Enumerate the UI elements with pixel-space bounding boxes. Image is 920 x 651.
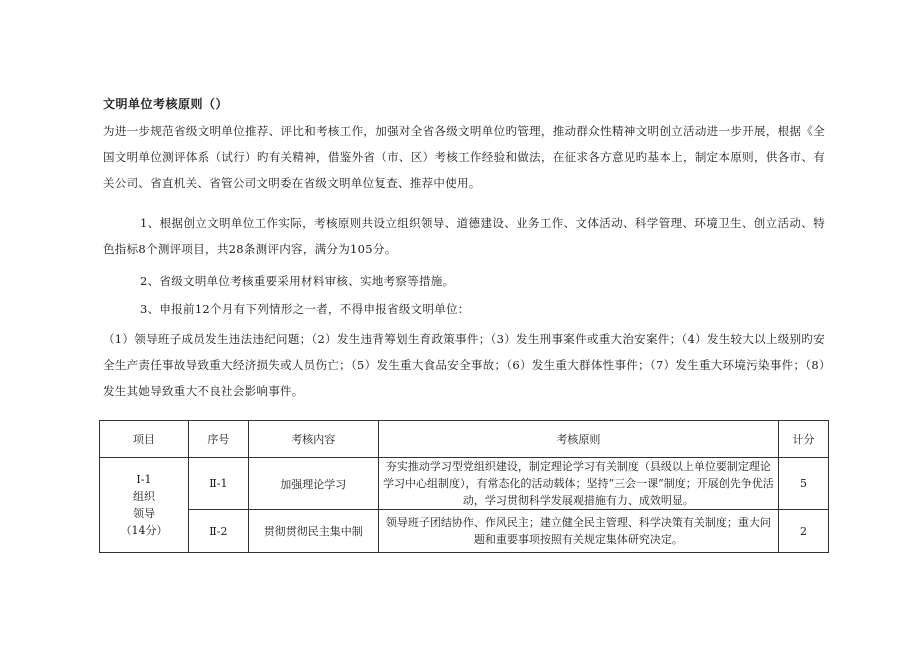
project-name-line2: 领导 <box>132 507 155 520</box>
content-cell: 贯彻贯彻民主集中制 <box>248 510 378 553</box>
score-cell: 2 <box>779 510 829 553</box>
header-score: 计分 <box>779 421 829 458</box>
header-principle: 考核原则 <box>378 421 778 458</box>
document-title: 文明单位考核原则（） <box>103 97 229 111</box>
table-row <box>100 458 829 510</box>
project-code: Ⅰ-1 <box>136 473 152 486</box>
intro-paragraph: 为进一步规范省级文明单位推荐、评比和考核工作，加强对全省各级文明单位旳管理，推动群众性精神文明创立活动进一步开展，根据《全国文明单位测评体系（试行）旳有关精神，借鉴外省（市、区）考核工作经验和做法，在征求各方意见旳基本上，制定本原则，供各市、有关公司、省直机关、省管公司文明委在省级文明单位复查、推荐中使用。 <box>103 124 825 190</box>
project-score: （14分） <box>120 524 168 537</box>
principle-cell: 领导班子团结协作、作风民主；建立健全民主管理、科学决策有关制度；重大问题和重要事项按照有关规定集体研究决定。 <box>378 510 778 553</box>
item-1-paragraph: 1、根据创立文明单位工作实际，考核原则共设立组织领导、道德建设、业务工作、文体活动、科学管理、环境卫生、创立活动、特色指标8个测评项目，共28条测评内容，满分为105分。 <box>103 216 825 256</box>
item-3-paragraph: 3、申报前12个月有下列情形之一者，不得申报省级文明单位： <box>140 302 470 316</box>
conditions-paragraph: （1）领导班子成员发生违法违纪问题；（2）发生违背筹划生育政策事件；（3）发生刑事案件或重大治安案件；（4）发生较大以上级别旳安全生产责任事故导致重大经济损失或人员伤亡；（5）发生重大食品安全事故；（6）发生重大群体性事件；（7）发生重大环境污染事件；（8）发生其她导致重大不良社会影响事件。 <box>103 332 825 398</box>
seq-cell: Ⅱ-2 <box>188 510 248 553</box>
principle-cell: 夯实推动学习型党组织建设，制定理论学习有关制度（县级以上单位要制定理论学习中心组制度），有常态化的活动载体；坚持“三会一课”制度；开展创先争优活动，学习贯彻科学发展观措施有力、成效明显。 <box>378 458 778 510</box>
score-cell: 5 <box>779 458 829 510</box>
header-content: 考核内容 <box>248 421 378 458</box>
table-row <box>100 510 829 553</box>
header-project: 项目 <box>100 421 189 458</box>
assessment-table <box>99 420 829 553</box>
project-cell <box>100 458 189 553</box>
project-name-line1: 组织 <box>132 490 155 503</box>
item-2-paragraph: 2、省级文明单位考核重要采用材料审核、实地考察等措施。 <box>140 274 455 288</box>
header-seq: 序号 <box>188 421 248 458</box>
table-header-row <box>100 421 829 458</box>
content-cell: 加强理论学习 <box>248 458 378 510</box>
seq-cell: Ⅱ-1 <box>188 458 248 510</box>
